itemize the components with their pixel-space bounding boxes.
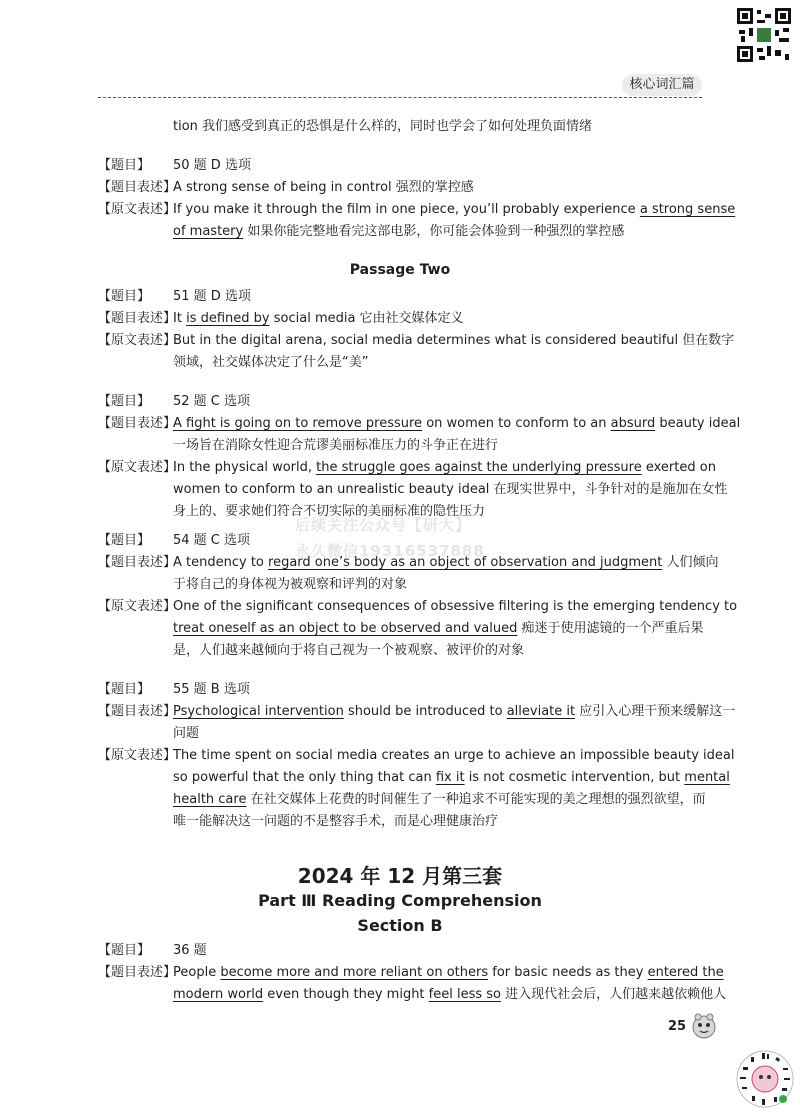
q50-original-text: If you make it through the film in one piece, you’ll probably experience: [173, 202, 640, 217]
q36-number: 36 题: [173, 943, 207, 958]
q55-statement-rest: 应引入心理干预来缓解这一: [575, 704, 736, 719]
q52-statement-underline: A fight is going on to remove pressure: [173, 416, 423, 431]
q36-statement-underline-3: modern world: [173, 987, 264, 1002]
label-topic: 【题目】: [98, 289, 151, 304]
q54-original-underline: treat oneself as an object to be observed and valued: [173, 621, 518, 636]
q50-number: 50 题 D 选项: [173, 158, 251, 173]
q51-number: 51 题 D 选项: [173, 289, 251, 304]
q55-original-cont: [173, 767, 730, 789]
q54-number: 54 题 C 选项: [173, 533, 251, 548]
q55-original-translation: 在社交媒体上花费的时间催生了一种追求不可能实现的美之理想的强烈欲望，而: [246, 792, 706, 807]
q51-original-text: But in the digital arena, social media determines what is considered beautiful 但在数字: [173, 333, 735, 348]
q52-original: [98, 457, 716, 479]
label-topic: 【题目】: [98, 394, 151, 409]
q52-statement-translation: 一场旨在消除女性迎合荒谬美丽标准压力的斗争正在进行: [173, 438, 499, 453]
q55-statement-underline: Psychological intervention: [173, 704, 344, 719]
q55-original-text: The time spent on social media creates an urge to achieve an impossible beauty ideal: [173, 748, 735, 763]
q51-original-cont: 领域，社交媒体决定了什么是“美”: [173, 355, 369, 370]
section-header-tag: 核心词汇篇: [622, 74, 702, 96]
q50-topic: [98, 155, 705, 177]
q51-original: [98, 330, 735, 352]
q54-statement-text: A tendency to: [173, 555, 269, 570]
exam-set-title: 2024 年 12 月第三套: [297, 864, 503, 888]
q36-statement-cont: [173, 984, 726, 1006]
continued-line: tion 我们感受到真正的恐惧是什么样的，同时也学会了如何处理负面情绪: [173, 119, 593, 134]
q51-topic: [98, 286, 705, 308]
q36-statement-translation: 进入现代社会后，人们越来越依赖他人: [501, 987, 727, 1002]
q52-original-cont-2: 身上的、要求她们符合不切实际的美丽标准的隐性压力: [173, 504, 486, 519]
q36-statement-underline-2: entered the: [647, 965, 724, 980]
label-topic: 【题目】: [98, 533, 151, 548]
label-statement: 【题目表述】: [98, 311, 177, 326]
q36-topic: [98, 940, 705, 962]
q50-original: [98, 199, 736, 221]
q54-original-cont: [173, 618, 704, 640]
section-title: Section B: [357, 916, 443, 935]
q50-original-underline-2: of mastery: [173, 224, 244, 239]
label-statement: 【题目表述】: [98, 416, 177, 431]
q54-topic: [98, 530, 705, 552]
q54-statement-underline: regard one’s body as an object of observation and judgment: [268, 555, 663, 570]
q51-statement-underline: is defined by: [186, 311, 270, 326]
q51-statement: [98, 308, 705, 330]
q54-statement-translation: 于将自己的身体视为被观察和评判的对象: [173, 577, 408, 592]
q52-topic: [98, 391, 705, 413]
q55-original-underline-2: mental: [684, 770, 730, 785]
label-topic: 【题目】: [98, 943, 151, 958]
q55-number: 55 题 B 选项: [173, 682, 250, 697]
q36-statement-mid-2: even though they might: [263, 987, 429, 1002]
q55-statement-underline-2: alleviate it: [506, 704, 576, 719]
q52-statement: [98, 413, 741, 435]
q50-original-cont: [173, 221, 624, 243]
mascot-icon: [690, 1012, 718, 1040]
q54-original: [98, 596, 738, 618]
q52-number: 52 题 C 选项: [173, 394, 251, 409]
q55-original-underline: fix it: [435, 770, 465, 785]
q55-original-cont-2: [173, 789, 706, 811]
label-original: 【原文表述】: [98, 202, 177, 217]
q55-original-line2-a: so powerful that the only thing that can: [173, 770, 436, 785]
q55-statement-text: should be introduced to: [343, 704, 507, 719]
qr-code-image: [735, 6, 793, 64]
watermark-line-2: 永久微信19316537888: [295, 542, 485, 560]
q54-statement: [98, 552, 719, 574]
q55-original-cont-3: 唯一能解决这一问题的不是整容手术，而是心理健康治疗: [173, 814, 499, 829]
label-statement: 【题目表述】: [98, 965, 177, 980]
q52-statement-underline-2: absurd: [610, 416, 656, 431]
q55-topic: [98, 679, 705, 701]
q54-original-translation: 痴迷于使用滤镜的一个严重后果: [517, 621, 704, 636]
q50-statement-text: A strong sense of being in control 强烈的掌控感: [173, 180, 474, 195]
q50-original-underline: a strong sense: [639, 202, 736, 217]
q52-statement-rest: beauty ideal: [655, 416, 741, 431]
q36-statement-underline: become more and more reliant on others: [220, 965, 489, 980]
q50-original-translation: 如果你能完整地看完这部电影，你可能会体验到一种强烈的掌控感: [243, 224, 625, 239]
label-topic: 【题目】: [98, 158, 151, 173]
q52-original-underline: the struggle goes against the underlying pressure: [316, 460, 642, 475]
q54-original-cont-2: 是，人们越来越倾向于将自己视为一个被观察、被评价的对象: [173, 643, 525, 658]
label-original: 【原文表述】: [98, 599, 177, 614]
q55-statement: [98, 701, 736, 723]
label-original: 【原文表述】: [98, 748, 177, 763]
q55-original-underline-3: health care: [173, 792, 247, 807]
q54-original-text: One of the significant consequences of obsessive filtering is the emerging tendency to: [173, 599, 738, 614]
q52-original-cont: women to conform to an unrealistic beauty ideal 在现实世界中，斗争针对的是施加在女性: [173, 482, 728, 497]
q36-statement: [98, 962, 724, 984]
q52-original-text: In the physical world,: [173, 460, 317, 475]
q54-statement-rest: 人们倾向: [662, 555, 719, 570]
q51-statement-rest: social media 它由社交媒体定义: [269, 311, 464, 326]
q51-statement-text: It: [173, 311, 187, 326]
label-statement: 【题目表述】: [98, 555, 177, 570]
q55-original-line2-b: is not cosmetic intervention, but: [464, 770, 685, 785]
q55-statement-translation: 问题: [173, 726, 200, 741]
q50-statement: [98, 177, 705, 199]
q36-statement-mid: for basic needs as they: [488, 965, 648, 980]
q36-statement-text: People: [173, 965, 221, 980]
page-number: 25: [668, 1019, 687, 1034]
label-topic: 【题目】: [98, 682, 151, 697]
label-original: 【原文表述】: [98, 460, 177, 475]
q52-statement-text: on women to conform to an: [422, 416, 611, 431]
q52-original-rest: exerted on: [641, 460, 716, 475]
label-original: 【原文表述】: [98, 333, 177, 348]
watermark-line-1: 后续关注公众号【研大】: [295, 516, 472, 534]
mini-program-code-image: [736, 1050, 794, 1108]
q55-original: [98, 745, 735, 767]
label-statement: 【题目表述】: [98, 180, 177, 195]
passage-two-heading: Passage Two: [349, 262, 451, 278]
label-statement: 【题目表述】: [98, 704, 177, 719]
header-divider: [98, 97, 702, 98]
q36-statement-underline-4: feel less so: [428, 987, 502, 1002]
part-title: Part Ⅲ Reading Comprehension: [258, 891, 542, 910]
